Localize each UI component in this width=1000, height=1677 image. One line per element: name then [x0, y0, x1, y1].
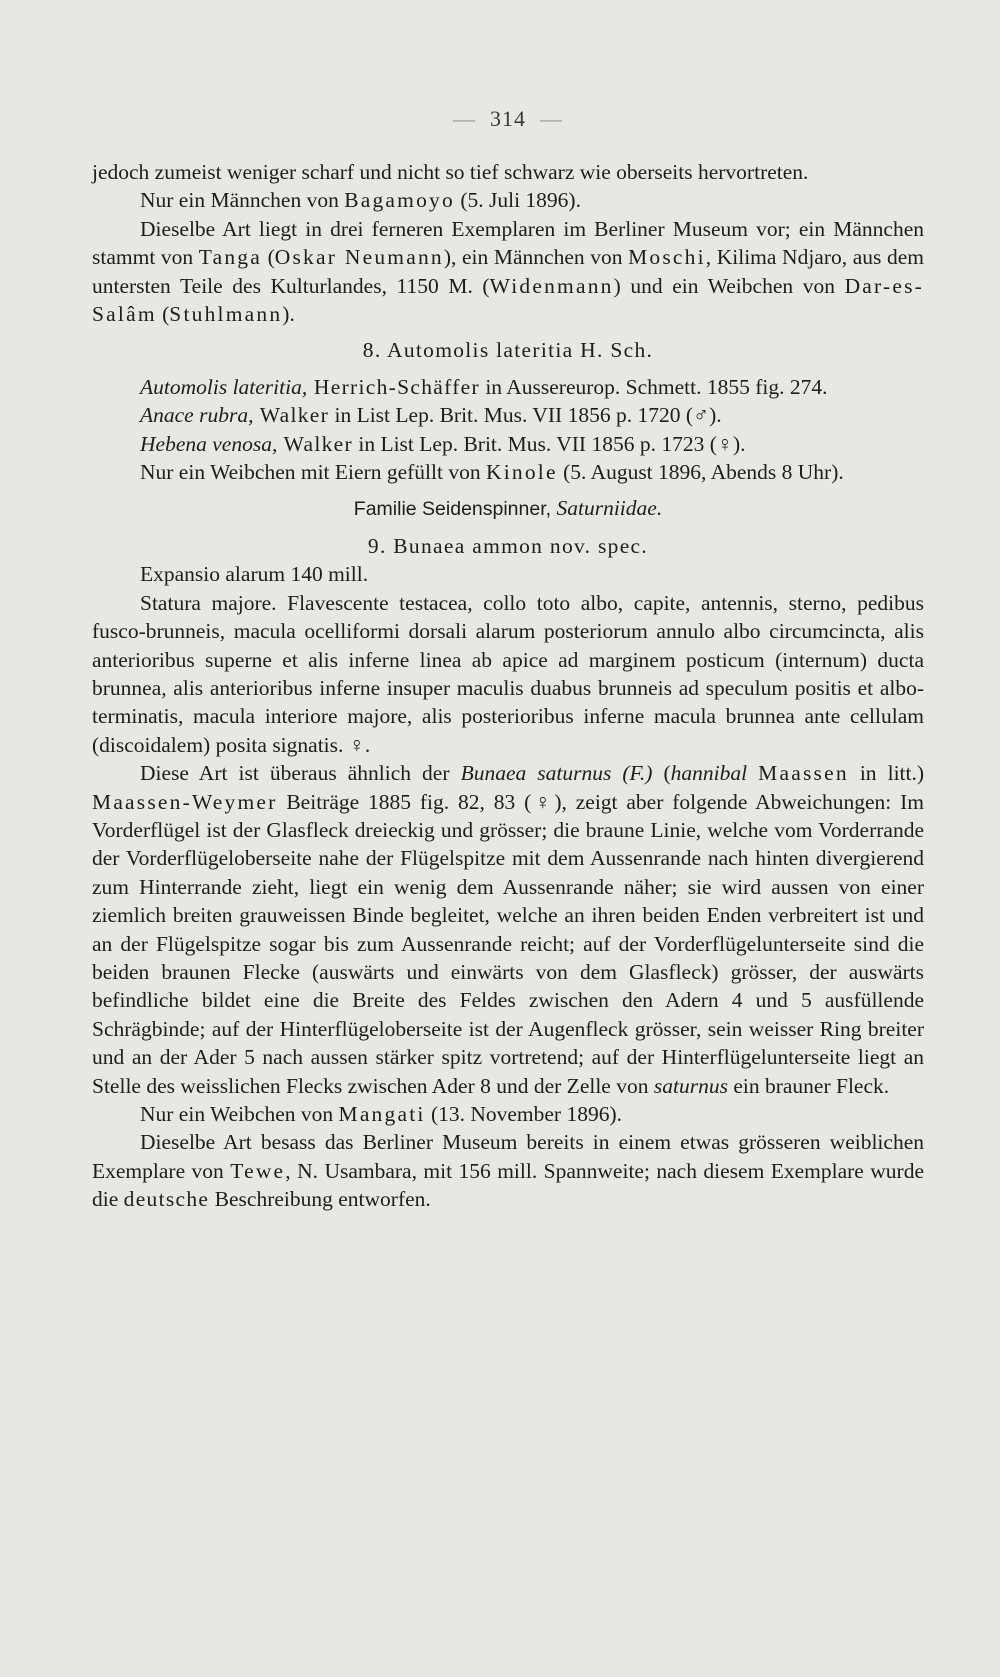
- emphasis-word: deutsche: [123, 1187, 210, 1212]
- text-run: ).: [282, 302, 295, 327]
- text-run: Dieselbe Art besass das Berliner Museum bereits in einem etwas grösseren weiblichen Exemplare von: [92, 1130, 924, 1183]
- taxon-name: Anace rubra,: [140, 403, 254, 428]
- header-dash-left: —: [453, 106, 476, 131]
- paragraph: [92, 1128, 924, 1213]
- text-run: (5. August 1896, Abends 8 Uhr).: [557, 460, 844, 485]
- taxon-name: Hebena venosa,: [140, 431, 278, 456]
- taxon-name: hannibal: [670, 761, 748, 786]
- text-run: in litt.): [848, 761, 925, 786]
- spacer: [92, 486, 924, 494]
- text-run: (13. November 1896).: [425, 1102, 623, 1126]
- text-run: Nur ein Weibchen von: [140, 1102, 339, 1126]
- text-run: ) und ein Weibchen von: [613, 273, 845, 298]
- locality-name: Dar-es-Salâm: [92, 273, 924, 327]
- author-name: Walker: [253, 403, 330, 428]
- taxon-name: Automolis lateritia,: [140, 374, 308, 399]
- header-dash-right: —: [540, 106, 563, 131]
- collector-name: Oskar Neumann: [274, 245, 444, 270]
- author-name: Herrich-Schäffer: [307, 374, 480, 399]
- synonym-entry: [92, 373, 924, 401]
- text-run: Nur ein Männchen von: [140, 188, 345, 213]
- collector-name: Stuhlmann: [169, 302, 283, 327]
- latin-description: [92, 589, 924, 759]
- family-label: Familie Seidenspinner,: [353, 498, 557, 521]
- text-run: Dieselbe Art liegt in drei ferneren Exemplaren im Berliner Museum vor; ein Männchen stammt von: [92, 216, 924, 270]
- text-run: ein brauner Fleck.: [727, 1073, 890, 1098]
- paragraph: [92, 186, 924, 214]
- paragraph: [92, 215, 924, 329]
- family-taxon: Saturniidae.: [556, 496, 663, 521]
- paragraph: [92, 759, 924, 1100]
- collector-name: Widenmann: [489, 273, 614, 298]
- locality-name: Tanga: [198, 245, 262, 270]
- text-run: ), ein Männchen von: [443, 245, 629, 270]
- text-run: Nur ein Weibchen mit Eiern gefüllt von: [140, 460, 486, 485]
- text-run: Diese Art ist überaus ähnlich der: [140, 761, 461, 786]
- paragraph: [92, 1100, 924, 1128]
- text-run: Expansio alarum 140 mill.: [140, 562, 369, 587]
- locality-name: Tewe: [230, 1158, 286, 1183]
- species-heading-8: 8. Automolis lateritia H. Sch.: [362, 338, 654, 363]
- locality-name: Mangati: [338, 1102, 426, 1126]
- spacer: [92, 524, 924, 532]
- text-run: (: [261, 245, 275, 270]
- text-run: (: [652, 761, 671, 786]
- paragraph: [92, 560, 924, 588]
- text-run: in Aussereurop. Schmett. 1855 fig. 274.: [479, 374, 828, 399]
- page-header: [92, 106, 924, 158]
- text-run: jedoch zumeist weniger scharf und nicht so tief schwarz wie oberseits hervortreten.: [92, 160, 809, 184]
- synonym-entry: [92, 401, 924, 429]
- taxon-name: Bunaea saturnus (F.): [460, 761, 653, 786]
- text-run: Statura majore. Flavescente testacea, collo toto albo, capite, antennis, sterno, pedibus fusco-brunneis, macula ocelliformi dorsali alarum posteriorum annulo albo circumcincta, alis anterioribus superne et alis inferne linea ab apice ad marginem posticum (internum) ducta brunnea, alis anterioribus inferne insuper maculis duabus brunneis ad speculum positis et albo-terminatis, macula interiore majore, alis posterioribus inferne macula brunnea ante cellulam (discoidalem) posita signatis. ♀.: [92, 590, 924, 757]
- taxon-name: saturnus: [653, 1073, 728, 1098]
- text-run: in List Lep. Brit. Mus. VII 1856 p. 1723 (♀).: [352, 431, 746, 456]
- spacer: [92, 328, 924, 336]
- text-run: , N. Usambara, mit 156 mill. Spannweite; nach diesem Exemplare wurde die: [92, 1158, 925, 1212]
- author-name: Maassen-Weymer: [92, 789, 278, 814]
- locality-name: Kinole: [485, 460, 558, 485]
- locality-name: Bagamoyo: [344, 188, 455, 213]
- text-run: (5. Juli 1896).: [454, 188, 581, 213]
- text-run: (: [156, 302, 170, 327]
- text-run: [747, 761, 758, 785]
- paragraph: [92, 158, 924, 186]
- paragraph: [92, 458, 924, 486]
- author-name: Maassen: [758, 761, 849, 786]
- text-run: , Kilima Ndjaro, aus dem untersten Teile des Kulturlandes, 1150 M. (: [92, 245, 924, 298]
- spacer: [92, 365, 924, 373]
- text-run: Beschreibung entworfen.: [209, 1187, 431, 1212]
- page-body: [92, 158, 924, 1214]
- page-number: 314: [490, 106, 526, 131]
- locality-name: Moschi: [628, 245, 706, 270]
- species-heading-9: 9. Bunaea ammon nov. spec.: [367, 533, 649, 558]
- family-heading: [92, 494, 924, 523]
- text-run: in List Lep. Brit. Mus. VII 1856 p. 1720 (♂).: [329, 403, 722, 428]
- text-run: Beiträge 1885 fig. 82, 83 (♀), zeigt aber folgende Abweichungen: Im Vorderflügel ist der Glasfleck dreieckig und grösser; die braune Linie, welche vom Vorderrande der Vorderflügeloberseite nahe der Flügelspitze mit dem Aussenrande nach hinten divergierend zum Hinterrande zieht, liegt ein wenig dem Aussenrande näher; sie wird aussen von einer ziemlich breiten grauweissen Binde begleitet, welche an ihren beiden Enden verbreitert ist und an der Flügelspitze sogar bis zum Aussenrande reicht; auf der Vorderflügelunterseite sind die beiden braunen Flecke (auswärts und einwärts von dem Glasfleck) grösser, der auswärts befindliche bildet eine die Breite des Feldes zwischen den Adern 4 und 5 ausfüllende Schrägbinde; auf der Hinterflügeloberseite ist der Augenfleck grösser, sein weisser Ring breiter und an der Ader 5 nach aussen stärker spitz vortretend; auf der Hinterflügelunterseite liegt an Stelle des weisslichen Flecks zwischen Ader 8 und der Zelle von: [92, 789, 924, 1098]
- author-name: Walker: [277, 431, 353, 456]
- synonym-entry: [92, 430, 924, 458]
